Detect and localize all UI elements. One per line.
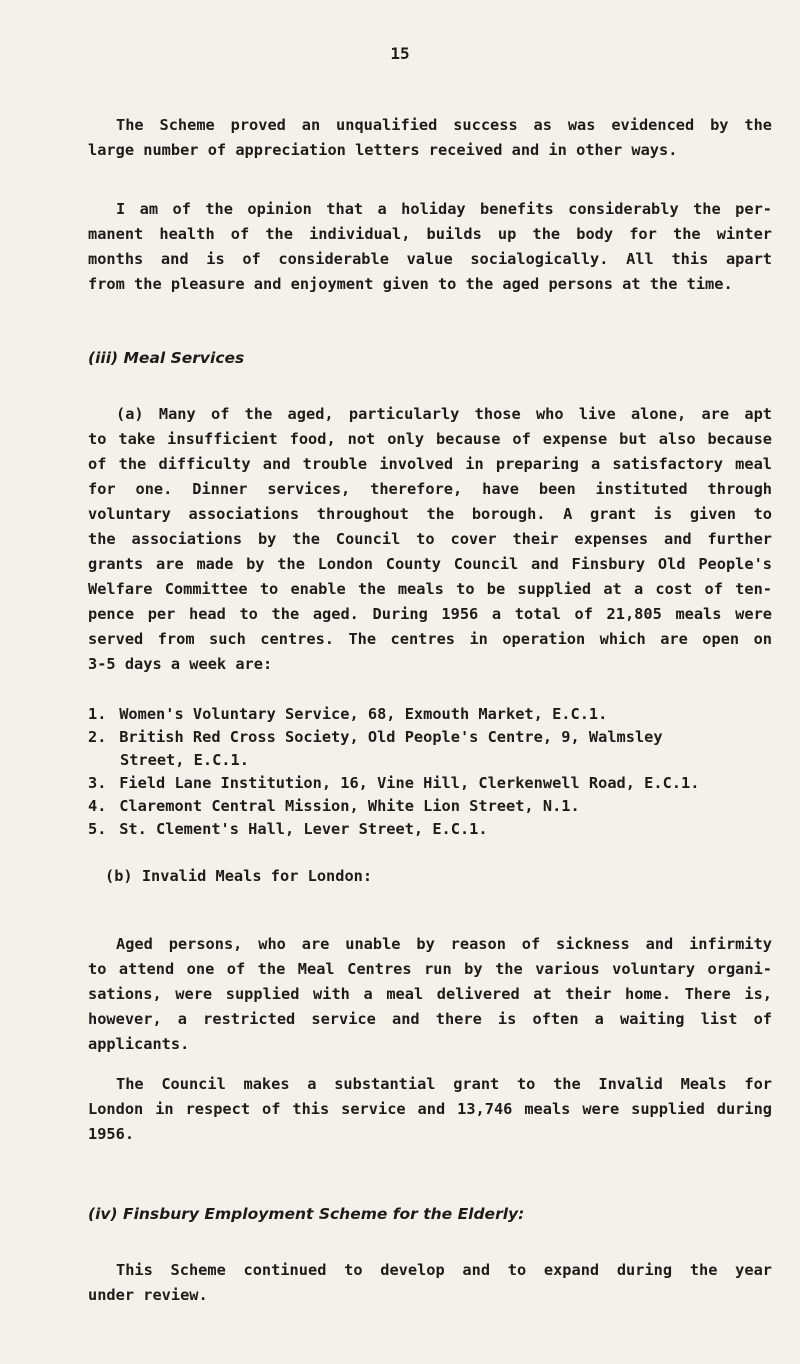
- text-line: to take insufficient food, not only because of expense but also because: [88, 430, 772, 448]
- text-line: from the pleasure and enjoyment given to the aged persons at the time.: [88, 275, 733, 293]
- text-line: of the difficulty and trouble involved in preparing a satisfactory meal: [88, 455, 772, 473]
- text-line: voluntary associations throughout the borough. A grant is given to: [88, 505, 772, 523]
- text-line: I am of the opinion that a holiday benefits considerably the per-: [116, 200, 772, 218]
- text-line: Aged persons, who are unable by reason of sickness and infirmity: [116, 935, 772, 953]
- text-line: grants are made by the London County Council and Finsbury Old People's: [88, 555, 772, 573]
- list-item-text: Women's Voluntary Service, 68, Exmouth Market, E.C.1.: [119, 705, 608, 723]
- text-line: sations, were supplied with a meal delivered at their home. There is,: [88, 985, 772, 1003]
- page-number: 15: [390, 44, 410, 63]
- text-line: Welfare Committee to enable the meals to be supplied at a cost of ten-: [88, 580, 772, 598]
- text-line: pence per head to the aged. During 1956 a total of 21,805 meals were: [88, 605, 772, 623]
- text-line: This Scheme continued to develop and to expand during the year: [116, 1261, 772, 1279]
- paragraph-holiday-benefits: [88, 197, 772, 297]
- text-line: (a) Many of the aged, particularly those who live alone, are apt: [116, 405, 772, 423]
- list-item-number: 4.: [88, 797, 107, 815]
- list-item-number: 3.: [88, 774, 107, 792]
- text-line: however, a restricted service and there is often a waiting list of: [88, 1010, 772, 1028]
- paragraph-invalid-meals: [88, 932, 772, 1057]
- paragraph-meal-services: [88, 402, 772, 677]
- section-heading-employment-scheme: (iv) Finsbury Employment Scheme for the Elderly:: [88, 1205, 525, 1223]
- list-item-text: Field Lane Institution, 16, Vine Hill, Clerkenwell Road, E.C.1.: [119, 774, 700, 792]
- text-line: manent health of the individual, builds up the body for the winter: [88, 225, 772, 243]
- subheading-invalid-meals: (b) Invalid Meals for London:: [105, 867, 373, 885]
- text-line: the associations by the Council to cover their expenses and further: [88, 530, 772, 548]
- list-item: [88, 726, 778, 749]
- text-line: The Council makes a substantial grant to the Invalid Meals for: [116, 1075, 772, 1093]
- text-line: for one. Dinner services, therefore, have been instituted through: [88, 480, 772, 498]
- text-line: 3-5 days a week are:: [88, 655, 273, 673]
- list-item: [88, 795, 778, 818]
- list-item: [88, 818, 778, 841]
- text-line: months and is of considerable value socialogically. All this apart: [88, 250, 772, 268]
- list-item-text: Claremont Central Mission, White Lion Street, N.1.: [119, 797, 580, 815]
- list-item: [88, 772, 778, 795]
- list-item: [88, 703, 778, 726]
- list-item-continuation: Street, E.C.1.: [120, 751, 249, 769]
- list-item-number: 1.: [88, 705, 107, 723]
- text-line: large number of appreciation letters received and in other ways.: [88, 141, 678, 159]
- paragraph-council-grant: [88, 1072, 772, 1147]
- meal-centres-list: [88, 703, 778, 841]
- text-line: under review.: [88, 1286, 208, 1304]
- list-item-number: 2.: [88, 728, 107, 746]
- text-line: The Scheme proved an unqualified success as was evidenced by the: [116, 116, 772, 134]
- section-heading-meal-services: (iii) Meal Services: [88, 349, 245, 367]
- text-line: served from such centres. The centres in operation which are open on: [88, 630, 772, 648]
- list-item-text: British Red Cross Society, Old People's Centre, 9, Walmsley: [119, 728, 663, 746]
- text-line: to attend one of the Meal Centres run by the various voluntary organi-: [88, 960, 772, 978]
- paragraph-scheme-success: [88, 113, 772, 163]
- list-item-number: 5.: [88, 820, 107, 838]
- text-line: applicants.: [88, 1035, 190, 1053]
- list-item-text: St. Clement's Hall, Lever Street, E.C.1.: [119, 820, 488, 838]
- text-line: 1956.: [88, 1125, 135, 1143]
- text-line: London in respect of this service and 13,746 meals were supplied during: [88, 1100, 772, 1118]
- paragraph-employment-scheme: [88, 1258, 772, 1308]
